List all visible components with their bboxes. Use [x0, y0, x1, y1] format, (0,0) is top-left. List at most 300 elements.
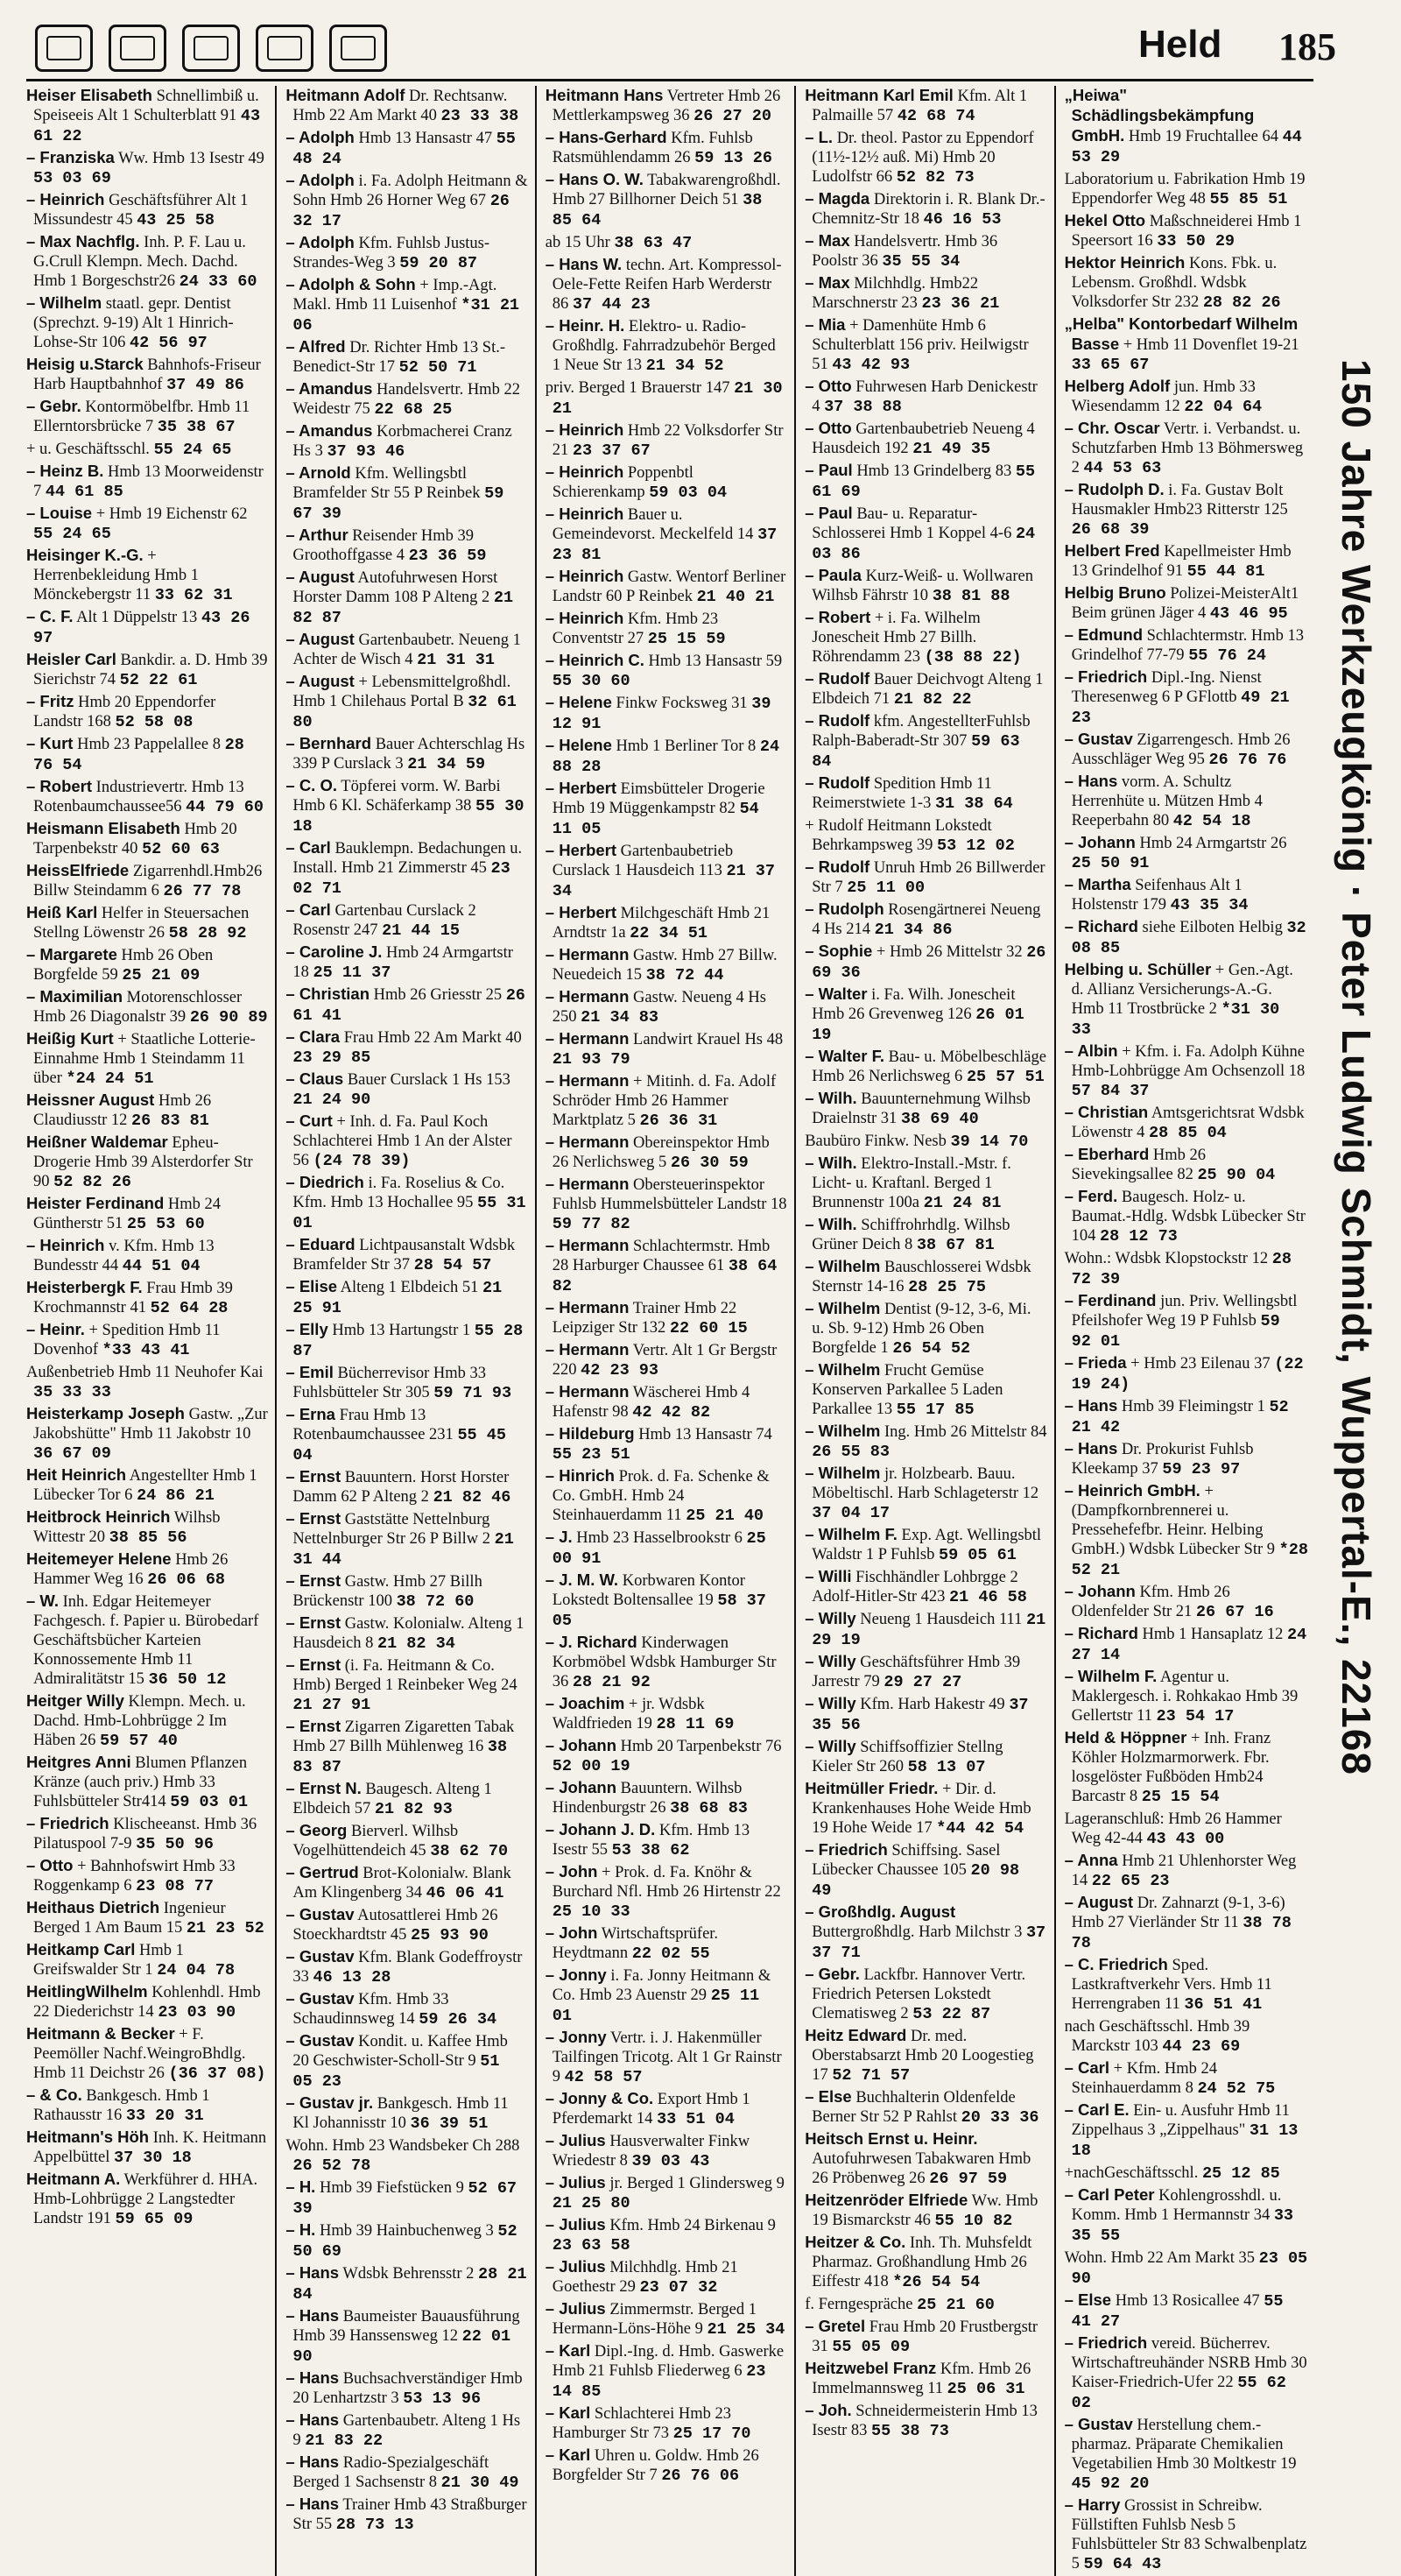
entry-phone: 36 67 09	[33, 1444, 111, 1463]
entry-phone: 28 82 26	[1202, 293, 1281, 312]
entry-name: – Adolph	[285, 128, 355, 146]
directory-entry	[1065, 1893, 1308, 1953]
entry-details: Kfm. Alt 1 Palmaille 57	[812, 88, 1028, 124]
entry-details: Gastw. Hmb 27 Billw. Neuedeich 15	[552, 947, 778, 984]
entry-details: Klischeeanst. Hmb 36 Pilatuspool 7-9	[33, 1816, 257, 1853]
directory-entry	[285, 2220, 527, 2262]
directory-entry	[546, 1570, 787, 1631]
entry-name: – H.	[285, 2220, 316, 2239]
entry-name: Heitmann's Höh	[26, 2128, 150, 2146]
entry-name: Helbert Fred	[1064, 541, 1160, 560]
directory-entry	[546, 86, 787, 126]
entry-details: Blumen Pflanzen Kränze (auch priv.) Hmb 33 Fuhlsbütteler Str414	[33, 1754, 248, 1810]
entry-phone: 26 76 76	[1208, 751, 1287, 769]
entry-details: jr. Holzbearb. Bauu. Möbeltischl. Harb Schlageterstr 12	[812, 1465, 1039, 1502]
entry-phone: 24 04 78	[157, 1961, 236, 1980]
entry-details: + Dir. d. Krankenhauses Hohe Weide Hmb 19 Hohe Weide 17	[812, 1781, 1031, 1837]
directory-entry	[805, 815, 1046, 856]
entry-name: – Karl	[545, 2341, 591, 2360]
directory-entry	[1065, 917, 1308, 958]
directory-entry	[805, 608, 1046, 667]
directory-entry	[546, 2028, 787, 2087]
entry-details: Epheu-Drogerie Hmb 39 Alsterdorfer Str 90	[33, 1134, 253, 1190]
directory-entry	[285, 233, 527, 273]
entry-phone: 43 26 97	[33, 609, 250, 647]
entry-phone: 37 44 23	[572, 295, 651, 314]
entry-details: Hmb 1 Berliner Tor 8	[616, 738, 757, 755]
entry-phone: (36 37 08)	[168, 2064, 266, 2083]
directory-entry	[1065, 86, 1308, 167]
entry-details: Hmb 26 Griesstr 25	[373, 986, 503, 1004]
entry-details: Autofuhrwesen Horst Horster Damm 108 P Alteng 2	[292, 569, 498, 606]
directory-entry	[26, 355, 268, 395]
directory-entry	[26, 1465, 268, 1506]
entry-name: – Hermann	[545, 1236, 630, 1254]
brush-icon	[109, 25, 166, 72]
entry-details: Helfer in Steuersachen Stellng Löwenstr 26	[33, 905, 250, 942]
entry-name: „Helba" Kontorbedarf Wilhelm Basse	[1064, 314, 1299, 353]
entry-details: Wohn. Hmb 22 Am Markt 35	[1064, 2249, 1256, 2267]
entry-details: Ing. Hmb 26 Mittelstr 84	[884, 1423, 1047, 1441]
entry-details: Schiffsoffizier Stellng Kieler Str 260	[812, 1739, 1003, 1775]
directory-entry	[1065, 1582, 1308, 1622]
entry-name: Hekel Otto	[1064, 211, 1146, 229]
entry-phone: 59 92 01	[1071, 1312, 1280, 1351]
entry-details: + Spedition Hmb 11 Dovenhof	[33, 1322, 221, 1359]
directory-entry	[1065, 2248, 1308, 2289]
entry-phone: 26 52 78	[292, 2156, 371, 2175]
entry-phone: 21 24 81	[923, 1194, 1002, 1212]
directory-entry	[1065, 833, 1308, 873]
entry-details: i. Fa. Wilh. Jonescheit Hmb 26 Grevenweg 126	[812, 986, 1016, 1023]
directory-entry	[1065, 480, 1308, 540]
entry-name: – Willi	[805, 1567, 852, 1585]
entry-name: – Helene	[545, 693, 612, 711]
entry-phone: 28 73 13	[335, 2516, 414, 2534]
directory-entry	[546, 1236, 787, 1296]
entry-details: Baugesch. Holz- u. Baumat.-Hdlg. Wdsbk Lübecker Str 104	[1071, 1189, 1306, 1245]
directory-entry	[805, 900, 1046, 940]
entry-details: priv. Berged 1 Brauerstr 147	[545, 379, 730, 397]
directory-entry	[805, 669, 1046, 709]
entry-phone: 28 85 04	[1148, 1124, 1227, 1142]
entry-details: Außenbetrieb Hmb 11 Neuhofer Kai	[26, 1364, 264, 1381]
directory-entry	[1065, 1396, 1308, 1437]
directory-entry	[285, 838, 527, 899]
entry-name: – Wilhelm	[26, 293, 102, 312]
entry-name: – Hermann	[545, 987, 630, 1006]
entry-phone: 21 25 34	[707, 2320, 785, 2339]
entry-name: – Hinrich	[545, 1466, 615, 1485]
entry-name: – Walter F.	[805, 1047, 884, 1065]
entry-details: Alteng 1 Elbdeich 51	[340, 1279, 479, 1296]
directory-entry	[546, 945, 787, 985]
entry-name: – Heinrich	[545, 567, 624, 585]
entry-details: Zimmermstr. Berged 1 Hermann-Löns-Höhe 9	[552, 2301, 757, 2338]
entry-details: Vertreter Hmb 26 Mettlerkampsweg 36	[552, 88, 781, 124]
entry-details: + Prok. d. Fa. Knöhr & Burchard Nfl. Hmb 26 Hirtenstr 22	[552, 1864, 781, 1901]
entry-phone: 55 41 27	[1071, 2292, 1284, 2331]
entry-phone: 44 79 60	[186, 798, 264, 816]
page-header	[18, 16, 1336, 77]
entry-phone: 37 37 71	[812, 1923, 1046, 1962]
directory-entry	[1065, 1439, 1308, 1479]
entry-name: Heister Ferdinand	[26, 1194, 165, 1212]
entry-details: Bauer Deichvogt Alteng 1 Elbdeich 71	[812, 671, 1044, 708]
entry-name: Heitmann Hans	[545, 86, 664, 104]
entry-phone: 25 57 51	[966, 1068, 1045, 1086]
entry-details: Schlachtermstr. Hmb 13 Grindelhof 77-79	[1071, 627, 1304, 664]
entry-phone: 43 42 93	[832, 356, 911, 374]
entry-name: – Anna	[1064, 1851, 1118, 1869]
entry-phone: 25 12 85	[1201, 2164, 1280, 2183]
entry-name: Helbig Bruno	[1064, 583, 1166, 602]
entry-details: + Hmb 23 Eilenau 37	[1130, 1355, 1271, 1373]
entry-details: + Hmb 26 Mittelstr 32	[876, 943, 1023, 961]
entry-phone: 55 44 81	[1186, 562, 1265, 581]
entry-details: Lageranschluß: Hmb 26 Hammer Weg 42-44	[1064, 1810, 1282, 1847]
bicycle-icon	[182, 25, 240, 72]
directory-entry	[546, 420, 787, 461]
entry-details: +nachGeschäftsschl.	[1064, 2164, 1199, 2182]
entry-name: – August	[285, 630, 355, 648]
entry-name: – Else	[1064, 2290, 1112, 2309]
directory-entry	[546, 2131, 787, 2171]
entry-phone: 37 49 86	[166, 376, 244, 394]
entry-details: Fuhrwesen Harb Denickestr 4	[812, 378, 1038, 415]
entry-phone: 26 54 52	[892, 1339, 971, 1358]
entry-details: Poppenbtl Schierenkamp	[552, 464, 693, 501]
directory-entry	[546, 255, 787, 314]
directory-entry	[285, 900, 527, 941]
entry-name: – Elise	[285, 1277, 338, 1295]
entry-phone: 23 29 85	[292, 1048, 371, 1067]
directory-entry	[546, 779, 787, 839]
entry-name: – C. F.	[26, 607, 74, 625]
directory-entry	[285, 1277, 527, 1318]
entry-phone: 26 90 89	[189, 1008, 268, 1027]
entry-details: jun. Priv. Wellingsbtl Pfeilshofer Weg 19 P Fuhlsb	[1071, 1293, 1298, 1330]
entry-phone: 55 30 18	[292, 797, 524, 836]
directory-entry	[285, 2452, 527, 2493]
entry-details: + Hmb 19 Eichenstr 62	[95, 505, 248, 523]
entry-details: Hmb 1 Hansaplatz 12	[1142, 1626, 1284, 1643]
entry-details: + Kfm. i. Fa. Adolph Kühne Hmb-Lohbrügge Am Ochsenzoll 18	[1071, 1043, 1306, 1080]
entry-phone: 28 21 84	[292, 2265, 527, 2304]
entry-details: Dipl.-Ing. Nienst Theresenweg 6 P GFlottb	[1071, 669, 1262, 706]
entry-details: Gartenbaubetr. Alteng 1 Hs 9	[292, 2412, 521, 2449]
entry-details: Klempn. Mech. u. Dachd. Hmb-Lohbrügge 2 Im Häben 26	[33, 1693, 246, 1749]
entry-phone: 59 65 09	[115, 2210, 194, 2228]
entry-phone: 55 62 02	[1071, 2374, 1286, 2412]
directory-entry	[26, 2170, 268, 2229]
entry-name: – Heinr.	[26, 1320, 85, 1338]
entry-name: Heithaus Dietrich	[26, 1898, 160, 1916]
entry-details: Baubüro Finkw. Nesb	[805, 1133, 947, 1150]
entry-details: Hmb 13 Moorweidenstr 7	[33, 463, 264, 500]
entry-details: Gastw. Neueng 4 Hs 250	[552, 989, 766, 1026]
entry-name: – Amandus	[285, 379, 373, 398]
entry-phone: 28 54 57	[413, 1256, 492, 1274]
entry-name: – Ernst	[285, 1613, 341, 1632]
entry-name: – Jonny	[545, 1966, 607, 1984]
directory-entry	[285, 1405, 527, 1465]
directory-entry	[285, 1467, 527, 1507]
entry-name: – Ernst	[285, 1467, 341, 1486]
directory-entry	[26, 2128, 268, 2168]
directory-entry	[805, 773, 1046, 814]
entry-phone: 52 00 19	[552, 1757, 630, 1775]
directory-entry	[546, 1966, 787, 2026]
entry-name: – Hans-Gerhard	[545, 128, 667, 146]
directory-entry	[805, 504, 1046, 564]
entry-name: – Eduard	[285, 1235, 356, 1253]
entry-phone: 44 53 63	[1083, 459, 1162, 477]
entry-name: – Heinrich GmbH.	[1064, 1481, 1200, 1500]
entry-name: – Friedrich	[805, 1840, 888, 1859]
entry-details: Herstellung chem.-pharmaz. Präparate Chemikalien Vegetabilien Hmb 30 Moltkestr 19	[1071, 2417, 1297, 2473]
entry-name: – Julius	[545, 2173, 606, 2191]
entry-name: – Carl E.	[1064, 2100, 1130, 2119]
entry-phone: (24 78 39)	[313, 1152, 411, 1170]
entry-details: Hmb 13 Grindelberg 83	[856, 462, 1012, 480]
entry-phone: 25 15 54	[1141, 1788, 1220, 1806]
directory-entry	[1065, 2016, 1308, 2057]
entry-name: – J.	[545, 1528, 573, 1546]
suitcase-icon	[35, 25, 93, 72]
entry-name: Heisterbergk F.	[26, 1278, 143, 1296]
entry-name: Heisig u.Starck	[26, 355, 144, 373]
entry-details: (i. Fa. Heitmann & Co. Hmb) Berged 1 Reinbeker Weg 24	[292, 1657, 517, 1694]
entry-name: – Edmund	[1064, 625, 1144, 644]
entry-name: – Arnold	[285, 463, 351, 482]
entry-phone: 52 82 73	[896, 168, 975, 187]
entry-name: – Jonny & Co.	[545, 2089, 654, 2107]
entry-phone: 51 05 23	[292, 2052, 500, 2091]
entry-name: – Christian	[285, 985, 370, 1003]
entry-details: Töpferei vorm. W. Barbi Hmb 6 Kl. Schäferkamp 38	[292, 778, 501, 815]
entry-phone: 39 14 70	[950, 1133, 1029, 1151]
entry-details: Schneidermeisterin Hmb 13 Isestr 83	[812, 2403, 1038, 2439]
directory-entry	[285, 171, 527, 231]
entry-phone: 24 88 28	[552, 738, 780, 776]
entry-phone: 53 12 02	[937, 836, 1015, 855]
entry-phone: 37 23 81	[552, 526, 778, 564]
directory-entry	[1065, 2333, 1308, 2413]
entry-name: – Louise	[26, 504, 93, 522]
entry-phone: 22 60 15	[669, 1319, 748, 1337]
entry-name: – Frieda	[1064, 1353, 1127, 1372]
entry-details: Obereinspektor Hmb 26 Nerlichsweg 5	[552, 1134, 770, 1171]
entry-name: – Heinr. H.	[545, 316, 625, 335]
entry-details: Dr. Rechtsanw. Hmb 22 Am Markt 40	[292, 88, 508, 124]
entry-name: HeissElfriede	[26, 861, 130, 879]
entry-details: Seifenhaus Alt 1 Holstenstr 179	[1071, 877, 1243, 914]
entry-phone: *28 52 21	[1071, 1541, 1308, 1579]
entry-details: Prok. d. Fa. Schenke & Co. GmbH. Hmb 24 Steinhauerdamm 11	[552, 1468, 770, 1524]
entry-details: Hmb 23 Pappelallee 8	[77, 736, 221, 753]
entry-details: + Hmb 11 Dovenflet 19-21	[1123, 336, 1299, 354]
entry-name: – Friedrich	[1064, 2333, 1148, 2352]
directory-entry	[1065, 583, 1308, 624]
entry-details: Hmb 39 Fleimingstr 1	[1121, 1398, 1265, 1415]
entry-details: + Herrenbekleidung Hmb 1 Mönckebergstr 11	[33, 547, 200, 603]
entry-phone: 35 38 67	[157, 418, 236, 436]
entry-details: Wohn.: Wdsbk Klopstockstr 12	[1064, 1250, 1269, 1267]
entry-details: Bierverl. Wilhsb Vogelhüttendeich 45	[292, 1823, 459, 1860]
entry-details: Frucht Gemüse Konserven Parkallee 5 Laden Parkallee 13	[812, 1362, 1003, 1418]
entry-name: – Gustav	[285, 1989, 355, 2008]
side-banner-text: 150 Jahre Werkzeugkönig · Peter Ludwig Schmidt, Wuppertal-E., 22168	[1334, 359, 1379, 1775]
directory-entry	[26, 734, 268, 775]
entry-details: Bauer Achterschlag Hs 339 P Curslack 3	[292, 736, 525, 773]
entry-details: Autosattlerei Hmb 26 Stoeckhardtstr 45	[292, 1907, 498, 1944]
entry-phone: 35 50 96	[136, 1835, 214, 1853]
entry-name: – C. O.	[285, 776, 337, 794]
directory-entry	[546, 378, 787, 419]
directory-entry	[1065, 1667, 1308, 1726]
directory-entry	[546, 1820, 787, 1860]
directory-entry	[805, 857, 1046, 898]
entry-phone: 20 33 36	[961, 2108, 1039, 2127]
entry-details: Kfm. Hmb 26 Immelmannsweg 11	[812, 2361, 1031, 2397]
entry-phone: 58 37 05	[552, 1591, 766, 1630]
entry-name: Heiß Karl	[26, 903, 98, 921]
entry-phone: 52 67 39	[292, 2179, 517, 2218]
entry-details: + Rudolf Heitmann Lokstedt Behrkampsweg 39	[805, 817, 992, 854]
entry-phone: 42 42 82	[632, 1403, 711, 1422]
entry-name: – Otto	[805, 377, 852, 395]
entry-phone: 36 39 51	[410, 2114, 489, 2133]
entry-phone: 38 67 81	[916, 1236, 995, 1254]
directory-entry	[805, 1089, 1046, 1129]
directory-entry	[805, 2359, 1046, 2399]
entry-phone: 21 82 93	[374, 1800, 453, 1818]
entry-details: Hmb 26 Oben Borgfelde 59	[33, 947, 214, 984]
directory-entry	[805, 2129, 1046, 2189]
entry-name: – Hans	[285, 2263, 340, 2282]
directory-entry	[1065, 541, 1308, 582]
directory-entry	[1065, 1248, 1308, 1289]
entry-details: Frau Hmb 13 Rotenbaumchaussee 231	[292, 1407, 454, 1443]
entry-phone: 25 93 90	[411, 1926, 489, 1944]
entry-details: Bankgesch. Hmb 11 Kl Johannisstr 10	[292, 2095, 509, 2132]
entry-details: + Inh. Franz Köhler Holzmarmorwerk. Fbr. losgelöster Fußböden Hmb24 Barcastr 8	[1071, 1730, 1271, 1805]
entry-phone: *33 43 41	[102, 1341, 190, 1359]
entry-details: + Mitinh. d. Fa. Adolf Schröder Hmb 26 Hammer Marktplatz 5	[552, 1073, 777, 1129]
directory-entry	[1065, 1955, 1308, 2015]
directory-entry	[805, 1525, 1046, 1565]
entry-phone: 55 24 65	[33, 525, 111, 543]
directory-entry	[26, 1507, 268, 1548]
entry-name: Heitbrock Heinrich	[26, 1507, 171, 1526]
entry-phone: 21 34 86	[874, 921, 953, 939]
entry-name: – Harry	[1064, 2495, 1121, 2514]
directory-entry	[546, 1175, 787, 1234]
directory-entry	[26, 1753, 268, 1812]
entry-phone: 21 31 44	[292, 1530, 514, 1569]
entry-name: – Gustav jr.	[285, 2093, 374, 2112]
directory-entry	[546, 1528, 787, 1569]
entry-phone: 26 67 16	[1195, 1603, 1274, 1621]
entry-name: – August	[285, 568, 355, 586]
entry-name: – Elly	[285, 1320, 328, 1338]
entry-name: – Max Nachflg.	[26, 232, 140, 251]
entry-details: Elektro-Install.-Mstr. f. Licht- u. Kraftanl. Berged 1 Brunnenstr 100a	[812, 1155, 1011, 1211]
entry-phone: 29 27 27	[884, 1673, 962, 1691]
entry-phone: 28 72 39	[1071, 1250, 1292, 1288]
entry-name: – Rudolf	[805, 669, 870, 688]
entry-name: – Friedrich	[1064, 667, 1148, 686]
entry-phone: 23 37 67	[572, 441, 651, 460]
directory-entry	[805, 1694, 1046, 1735]
directory-entry	[1065, 1728, 1308, 1807]
column-5	[1065, 86, 1315, 2576]
entry-phone: 21 31 31	[417, 651, 495, 669]
entry-details: Sped. Lastkraftverkehr Vers. Hmb 11 Herrengraben 11	[1071, 1957, 1272, 2013]
directory-entry	[285, 2368, 527, 2409]
entry-details: Schlachterei Hmb 23 Hamburger Str 73	[552, 2405, 732, 2442]
entry-phone: 24 27 14	[1071, 1626, 1307, 1664]
entry-details: Maßschneiderei Hmb 1 Speersort 16	[1071, 213, 1302, 250]
entry-name: – Karl	[545, 2445, 591, 2464]
entry-phone: 38 69 40	[900, 1110, 979, 1128]
directory-entry	[26, 1404, 268, 1464]
entry-phone: 52 50 71	[398, 358, 477, 377]
entry-phone: 55 28 87	[292, 1322, 524, 1360]
entry-phone: 55 30 60	[552, 672, 630, 690]
entry-phone: 26 76 06	[661, 2467, 740, 2485]
entry-phone: 25 10 33	[552, 1902, 630, 1921]
entry-details: Baugesch. Alteng 1 Elbdeich 57	[292, 1781, 492, 1817]
entry-name: Heitzer & Co.	[805, 2233, 906, 2251]
entry-details: Milchhdlg. Hmb22 Marschnerstr 23	[812, 275, 979, 312]
directory-entry	[285, 379, 527, 420]
directory-entry	[1065, 2058, 1308, 2099]
entry-name: – Ernst N.	[285, 1779, 362, 1797]
entry-phone: 22 68 25	[374, 400, 453, 419]
directory-entry	[546, 567, 787, 607]
directory-entry	[26, 397, 268, 437]
directory-entry	[805, 1131, 1046, 1152]
entry-details: Kfm. Wellingsbtl Bramfelder Str 55 P Reinbek	[292, 465, 481, 502]
entry-name: – Maximilian	[26, 987, 123, 1006]
entry-name: – Julius	[545, 2299, 606, 2318]
entry-details: Uhren u. Goldw. Hmb 26 Borgfelder Str 7	[552, 2447, 759, 2484]
entry-details: Kurz-Weiß- u. Wollwaren Wilhsb Fährstr 10	[812, 568, 1033, 604]
entry-details: + Gen.-Agt. d. Allianz Versicherungs-A.-G. Hmb 11 Trostbrücke 2	[1071, 962, 1293, 1018]
entry-details: Hmb 26 Claudiusstr 12	[33, 1092, 212, 1129]
directory-entry	[285, 526, 527, 566]
entry-phone: 23 07 32	[639, 2278, 718, 2297]
entry-phone: 25 11 01	[552, 1987, 760, 2025]
entry-name: Heitger Willy	[26, 1691, 124, 1710]
entry-phone: 37 38 88	[824, 398, 902, 416]
directory-entry	[805, 1567, 1046, 1607]
directory-entry	[285, 1655, 527, 1715]
entry-details: Ww. Hmb 13 Isestr 49	[118, 150, 264, 167]
directory-entry	[285, 776, 527, 836]
entry-phone: 25 00 91	[552, 1529, 766, 1568]
entry-name: – Carl	[285, 900, 331, 919]
directory-entry	[26, 293, 268, 353]
entry-phone: 21 82 34	[377, 1634, 455, 1653]
entry-name: Heisterkamp Joseph	[26, 1404, 185, 1422]
entry-details: Handelsvertr. Hmb 22 Weidestr 75	[292, 381, 520, 418]
directory-entry	[26, 1029, 268, 1089]
entry-name: – Hermann	[545, 1340, 630, 1359]
entry-phone: 59 26 34	[419, 2010, 497, 2029]
